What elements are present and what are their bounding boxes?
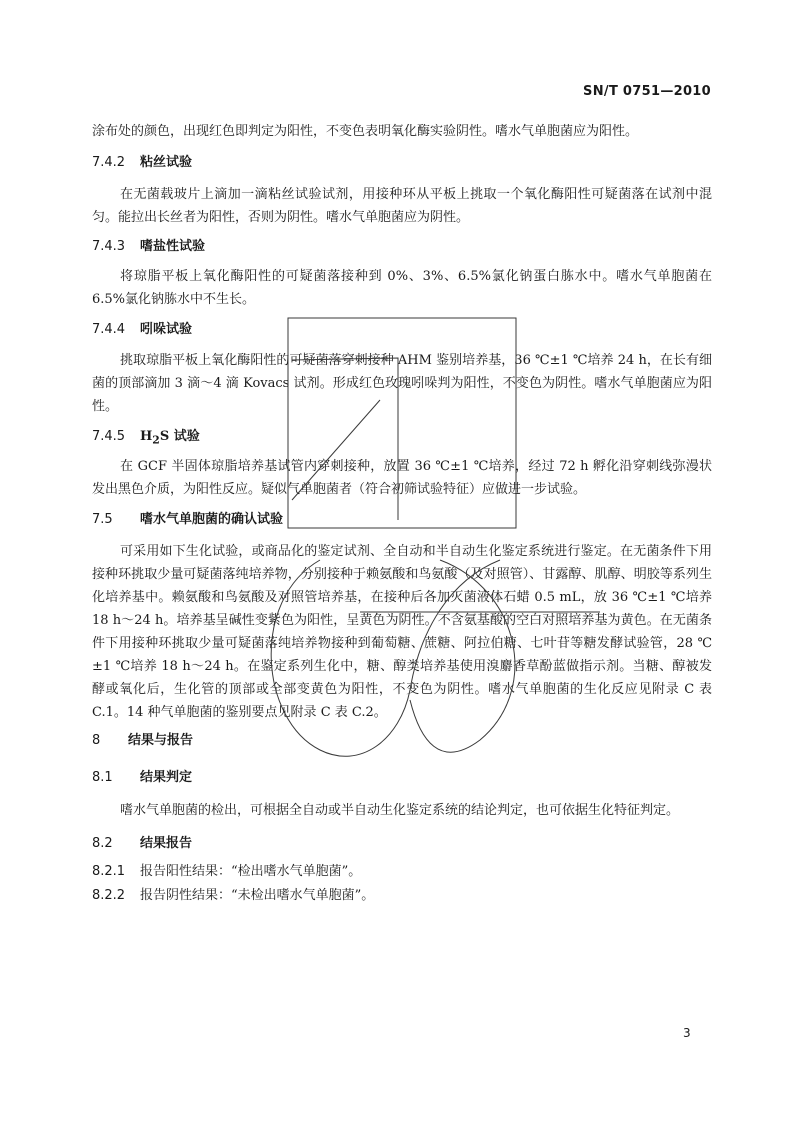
- item-8-2-1: [92, 862, 361, 882]
- heading-8-1: [92, 768, 192, 788]
- heading-number: 8.2: [92, 836, 113, 851]
- paragraph-indole-test: 挑取琼脂平板上氧化酶阳性的可疑菌落穿刺接种 AHM 鉴别培养基，36 ℃±1 ℃培养 24 h，在长有细菌的顶部滴加 3 滴～4 滴 Kovacs 试剂。形成红色玫瑰吲哚判为阳性，不变色为阴性。嗜水气单胞菌应为阳性。: [92, 353, 712, 414]
- heading-title: 吲哚试验: [140, 322, 193, 337]
- standard-code-header: SN/T 0751—2010: [583, 84, 711, 99]
- page-number: 3: [683, 1026, 691, 1040]
- heading-number: 8: [92, 733, 101, 748]
- item-8-2-2: [92, 886, 374, 906]
- paragraph-oxidase-result: 涂布处的颜色，出现红色即判定为阳性，不变色表明氧化酶实验阴性。嗜水气单胞菌应为阳性。: [92, 124, 639, 139]
- item-text: 报告阴性结果：“未检出嗜水气单胞菌”。: [140, 888, 375, 903]
- paragraph-confirmation-test: 可采用如下生化试验，或商品化的鉴定试剂、全自动和半自动生化鉴定系统进行鉴定。在无菌条件下用接种环挑取少量可疑菌落纯培养物，分别接种于赖氨酸和鸟氨酸（及对照管）、甘露醇、肌醇、明胶等系列生化培养基中。赖氨酸和鸟氨酸及对照管培养基，在接种后各加灭菌液体石蜡 0.5 mL，放 36 ℃±1 ℃培养 18 h～24 h。培养基呈碱性变紫色为阳性，呈黄色为阴性。不含氨基酸的空白对照培养基为黄色。在无菌条件下用接种环挑取少量可疑菌落纯培养物接种到葡萄糖、蔗糖、阿拉伯糖、七叶苷等糖发酵试验管，28 ℃±1 ℃培养 18 h～24 h。在鉴定系列生化中，糖、醇类培养基使用溴麝香草酚蓝做指示剂。当糖、醇被发酵或氧化后，生化管的顶部或全部变黄色为阳性，不变色为阴性。嗜水气单胞菌的生化反应见附录 C 表 C.1。14 种气单胞菌的鉴别要点见附录 C 表 C.2。: [92, 544, 712, 720]
- heading-7-5: [92, 510, 283, 530]
- item-text: 报告阳性结果：“检出嗜水气单胞菌”。: [140, 864, 362, 879]
- heading-number: 7.4.5: [92, 429, 126, 444]
- heading-7-4-4: [92, 320, 192, 340]
- heading-8: [92, 731, 193, 751]
- paragraph-result-judgment: 嗜水气单胞菌的检出，可根据全自动或半自动生化鉴定系统的结论判定，也可依据生化特征判定。: [120, 803, 680, 818]
- heading-title: 结果报告: [140, 836, 193, 851]
- heading-7-4-5: [92, 427, 200, 451]
- heading-title: $H_2S$ 试验: [140, 429, 200, 447]
- item-number: 8.2.1: [92, 864, 126, 879]
- heading-number: 7.5: [92, 512, 113, 527]
- item-number: 8.2.2: [92, 888, 126, 903]
- paragraph-halophilic-test: 将琼脂平板上氧化酶阳性的可疑菌落接种到 0%、3%、6.5%氯化钠蛋白胨水中。嗜水气单胞菌在 6.5%氯化钠胨水中不生长。: [92, 269, 712, 307]
- heading-8-2: [92, 834, 192, 854]
- heading-7-4-2: [92, 153, 192, 173]
- heading-title: 结果判定: [140, 770, 193, 785]
- heading-title: 结果与报告: [128, 733, 194, 748]
- heading-number: 8.1: [92, 770, 113, 785]
- heading-title: 粘丝试验: [140, 155, 193, 170]
- heading-number: 7.4.4: [92, 322, 126, 337]
- heading-title: 嗜盐性试验: [140, 239, 206, 254]
- heading-number: 7.4.3: [92, 239, 126, 254]
- heading-number: 7.4.2: [92, 155, 126, 170]
- heading-7-4-3: [92, 237, 205, 257]
- paragraph-h2s-test: 在 GCF 半固体琼脂培养基试管内穿刺接种，放置 36 ℃±1 ℃培养，经过 72 h 孵化沿穿刺线弥漫状发出黑色介质，为阳性反应。疑似气单胞菌者（符合初筛试验特征）应做进一步试验。: [92, 459, 712, 497]
- heading-title: 嗜水气单胞菌的确认试验: [140, 512, 284, 527]
- paragraph-mucoid-test: 在无菌载玻片上滴加一滴粘丝试验试剂，用接种环从平板上挑取一个氧化酶阳性可疑菌落在试剂中混匀。能拉出长丝者为阳性，否则为阴性。嗜水气单胞菌应为阴性。: [92, 187, 712, 225]
